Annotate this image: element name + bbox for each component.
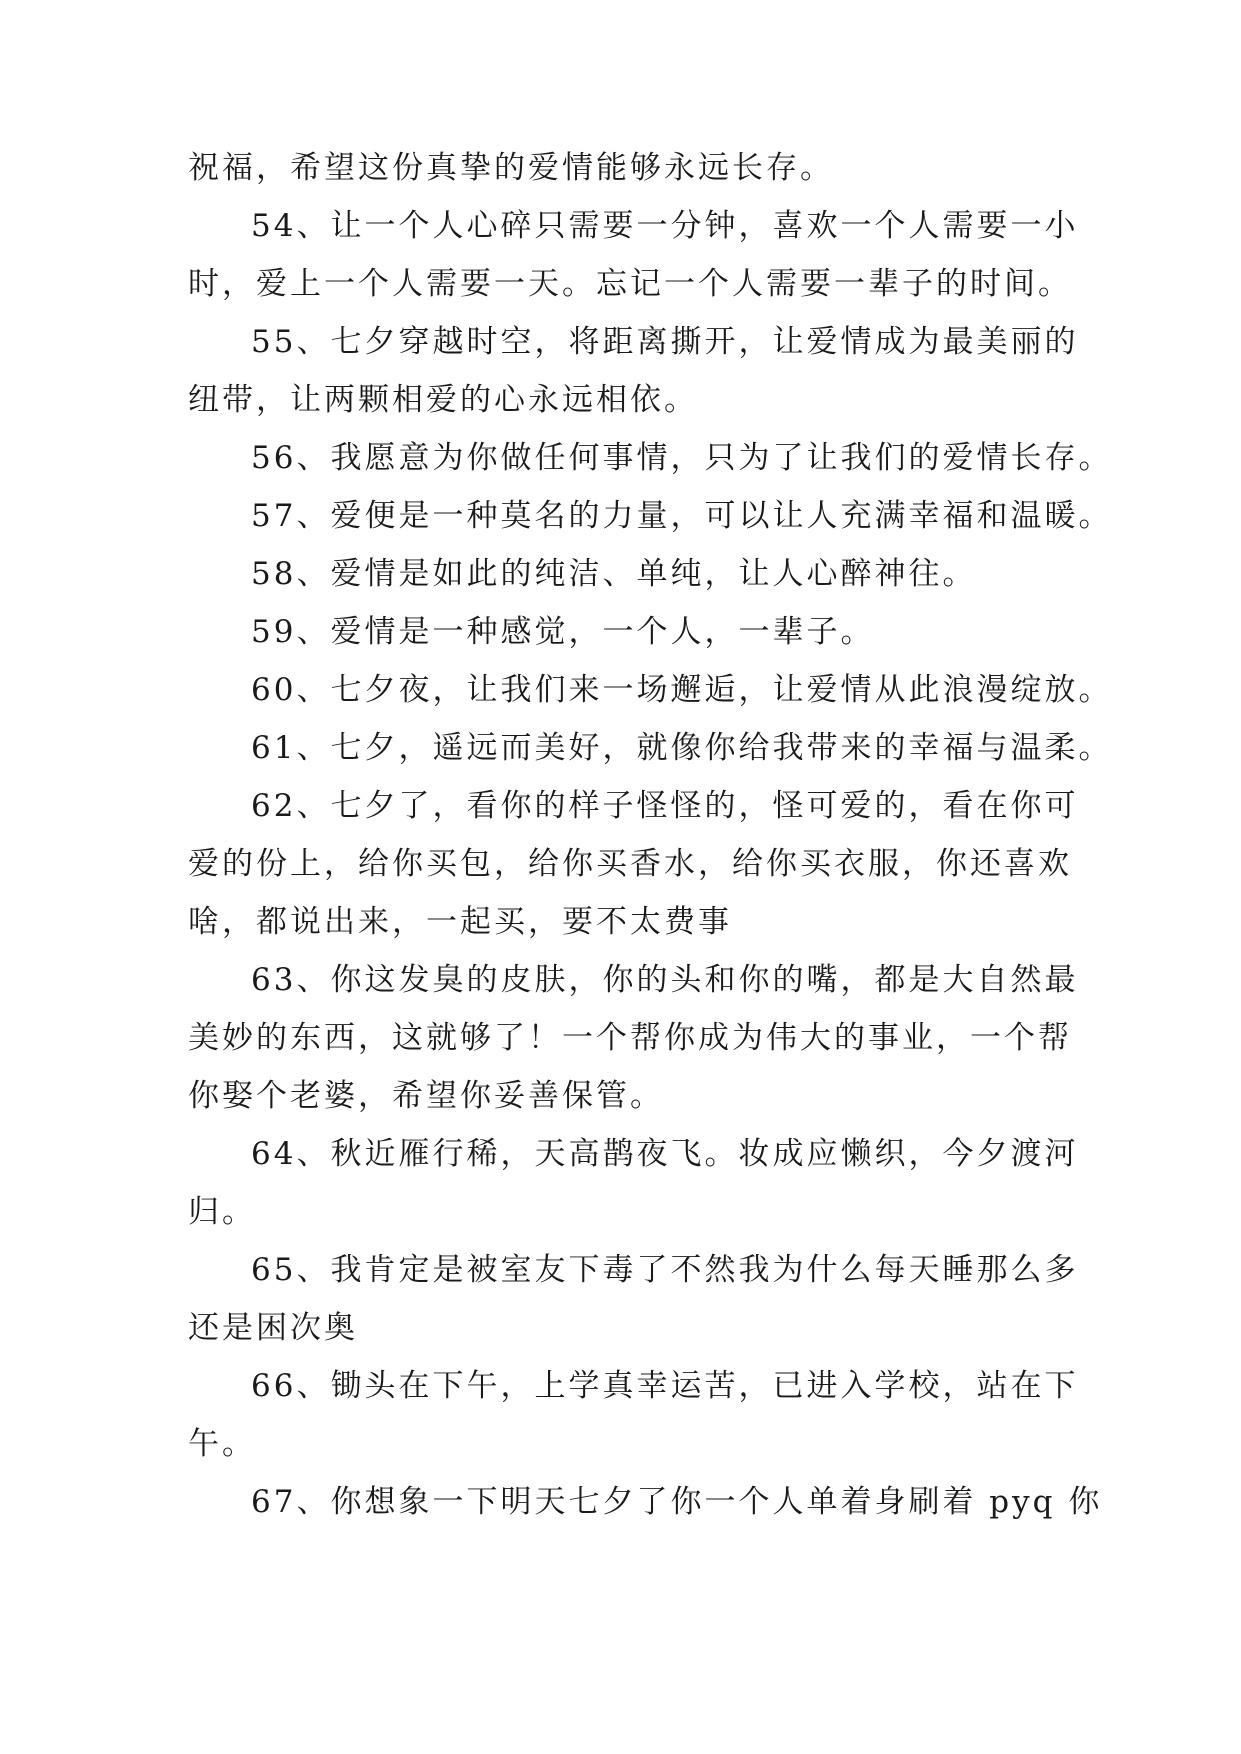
text-line: 归。 [188, 1194, 256, 1230]
text-line: 啥，都说出来，一起买，要不太费事 [188, 904, 732, 940]
text-line: 54、让一个人心碎只需要一分钟，喜欢一个人需要一小 [251, 208, 1079, 244]
text-line: 66、锄头在下午，上学真幸运苦，已进入学校，站在下 [251, 1368, 1079, 1404]
text-line: 美妙的东西，这就够了！一个帮你成为伟大的事业，一个帮 [188, 1020, 1072, 1056]
text-line: 56、我愿意为你做任何事情，只为了让我们的爱情长存。 [251, 440, 1113, 476]
text-line: 57、爱便是一种莫名的力量，可以让人充满幸福和温暖。 [251, 498, 1113, 534]
text-line: 还是困次奥 [188, 1310, 358, 1346]
text-line: 午。 [188, 1426, 256, 1462]
text-line: 59、爱情是一种感觉，一个人，一辈子。 [251, 614, 875, 650]
text-line: 61、七夕，遥远而美好，就像你给我带来的幸福与温柔。 [251, 730, 1113, 766]
text-line: 纽带，让两颗相爱的心永远相依。 [188, 382, 698, 418]
text-line: 65、我肯定是被室友下毒了不然我为什么每天睡那么多 [251, 1252, 1079, 1288]
text-line: 时，爱上一个人需要一天。忘记一个人需要一辈子的时间。 [188, 266, 1072, 302]
text-line: 你娶个老婆，希望你妥善保管。 [188, 1078, 664, 1114]
text-line: 60、七夕夜，让我们来一场邂逅，让爱情从此浪漫绽放。 [251, 672, 1113, 708]
text-line: 63、你这发臭的皮肤，你的头和你的嘴，都是大自然最 [251, 962, 1079, 998]
text-line: 爱的份上，给你买包，给你买香水，给你买衣服，你还喜欢 [188, 846, 1072, 882]
text-line: 62、七夕了，看你的样子怪怪的，怪可爱的，看在你可 [251, 788, 1079, 824]
text-line: 67、你想象一下明天七夕了你一个人单着身刷着 pyq 你 [251, 1484, 1103, 1520]
text-line: 64、秋近雁行稀，天高鹊夜飞。妆成应懒织，今夕渡河 [251, 1136, 1079, 1172]
text-line: 祝福，希望这份真挚的爱情能够永远长存。 [188, 150, 834, 186]
text-line: 55、七夕穿越时空，将距离撕开，让爱情成为最美丽的 [251, 324, 1079, 360]
text-line: 58、爱情是如此的纯洁、单纯，让人心醉神往。 [251, 556, 977, 592]
